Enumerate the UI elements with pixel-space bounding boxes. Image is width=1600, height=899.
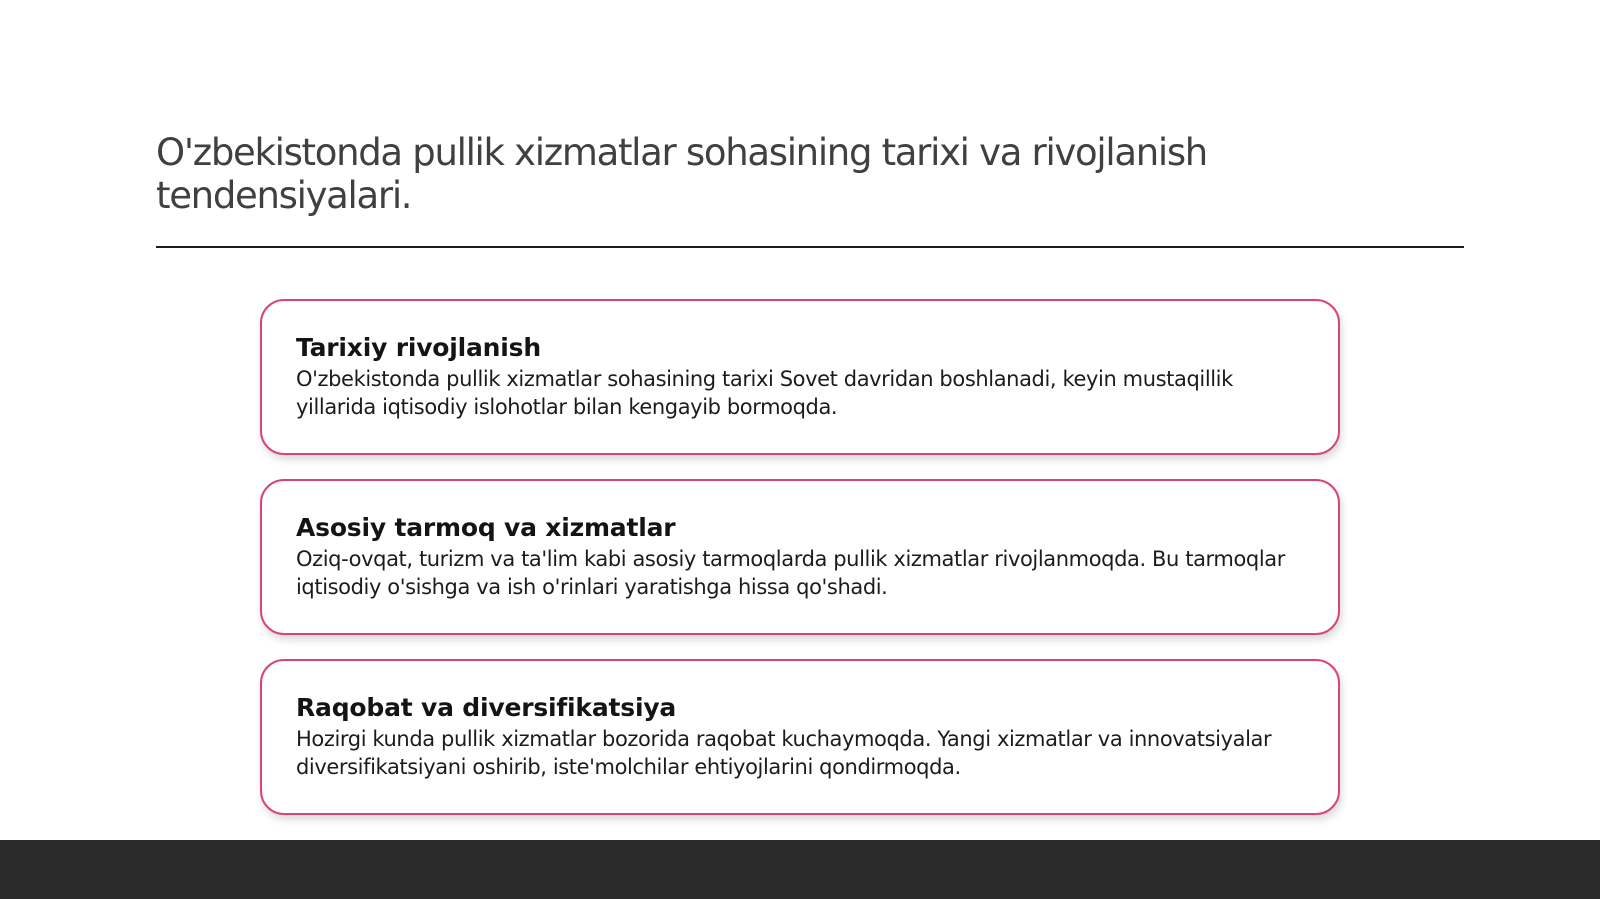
footer-bar <box>0 840 1600 899</box>
card-heading: Raqobat va diversifikatsiya <box>296 693 677 722</box>
card-heading: Asosiy tarmoq va xizmatlar <box>296 513 676 542</box>
title-divider <box>156 246 1464 248</box>
card-main-sectors <box>260 479 1340 635</box>
card-body: O'zbekistonda pullik xizmatlar sohasining tarixi Sovet davridan boshlanadi, keyin mustaqillik yillarida iqtisodiy islohotlar bilan kengayib bormoqda. <box>296 367 1233 419</box>
card-competition-diversification <box>260 659 1340 815</box>
card-heading: Tarixiy rivojlanish <box>296 333 541 362</box>
card-body: Hozirgi kunda pullik xizmatlar bozorida raqobat kuchaymoqda. Yangi xizmatlar va innovatsiyalar diversifikatsiyani oshirib, iste'molchilar ehtiyojlarini qondirmoqda. <box>296 727 1272 779</box>
card-list <box>260 299 1340 815</box>
card-body: Oziq-ovqat, turizm va ta'lim kabi asosiy tarmoqlarda pullik xizmatlar rivojlanmoqda. Bu tarmoqlar iqtisodiy o'sishga va ish o'rinlari yaratishga hissa qo'shadi. <box>296 547 1285 599</box>
slide-title: O'zbekistonda pullik xizmatlar sohasining tarixi va rivojlanish tendensiyalari. <box>156 131 1207 217</box>
card-historical-development <box>260 299 1340 455</box>
